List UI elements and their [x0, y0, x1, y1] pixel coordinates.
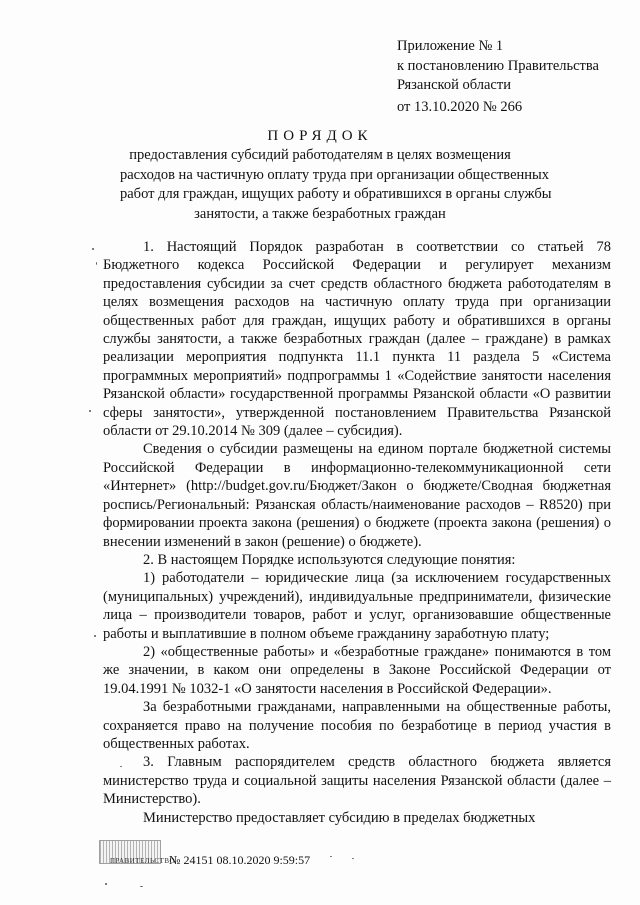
paragraph: 1. Настоящий Порядок разработан в соответствии со статьей 78 Бюджетного кодекса Российской Федерации и регулирует механизм предоставления субсидии за счет средств областного бюджета работодателям в целях возмещения расходов на частичную оплату труда при организации общественных работ для граждан, ищущих работу и обратившихся в органы службы занятости, а также безработных граждан (далее – граждане) в рамках реализации мероприятия подпункта 11.1 пункта 11 раздела 5 «Система программных мероприятий» подпрограммы 1 «Содействие занятости населения Рязанской области» государственной программы Рязанской области «О развитии сферы занятости», утвержденной постановлением Правительства Рязанской области от 29.10.2014 № 309 (далее – субсидия). — [103, 239, 611, 440]
scan-speck — [89, 410, 91, 412]
subtitle-line: работ для граждан, ищущих работу и обратившихся в органы службы — [120, 186, 552, 202]
scan-speck — [140, 886, 143, 887]
paragraph: 2) «общественные работы» и «безработные граждане» понимаются в том же значении, в каком они определены в Законе Российской Федерации от 19.04.1991 № 1032-1 «О занятости населения в Российской Федерации». — [103, 643, 611, 697]
document-subtitle — [120, 146, 552, 224]
scan-speck — [105, 883, 107, 885]
subtitle-line: занятости, а также безработных граждан — [194, 205, 446, 222]
scan-speck — [330, 856, 332, 857]
paragraph: 2. В настоящем Порядке используются следующие понятия: — [143, 551, 516, 568]
subtitle-line: предоставления субсидий работодателям в целях возмещения — [129, 147, 511, 163]
paragraph: Сведения о субсидии размещены на едином портале бюджетной системы Российской Федерации в информационно-телекоммуникационной сети «Интернет» (http://budget.gov.ru/Бюджет/Закон о бюджете/Сводная бюджетная роспись/Региональный: Рязанская область/наименование расходов – R8520) при формировании проекта закона (решения) о бюджете (проекта закона (решения) о внесении изменений в закон (решение) о бюджете). — [103, 441, 611, 550]
appendix-decree: к постановлению Правительства — [397, 57, 599, 74]
appendix-number: Приложение № 1 — [397, 38, 504, 54]
appendix-date: от 13.10.2020 № 266 — [397, 98, 523, 115]
appendix-header — [397, 37, 627, 117]
paragraph: За безработными гражданами, направленными на общественные работы, сохраняется право на получение пособия по безработице в период участия в общественных работах. — [103, 699, 611, 752]
paragraph: 3. Главным распорядителем средств областного бюджета является министерство труда и социальной защиты населения Рязанской области (далее – Министерство). — [103, 754, 611, 808]
scan-speck — [120, 766, 122, 767]
scan-speck — [94, 635, 96, 637]
scan-speck — [96, 262, 97, 265]
document-title: ПОРЯДОК — [267, 128, 373, 144]
stamp-label: ПРАВИТЕЛЬСТВО — [110, 857, 176, 865]
scan-speck — [92, 248, 94, 250]
appendix-region: Рязанской области — [397, 77, 511, 93]
paragraph: 1) работодатели – юридические лица (за исключением государственных (муниципальных) учреждений), индивидуальные предприниматели, физические лица – производители товаров, работ и услуг, организовавшие общественные работы и выплатившие в полном объеме гражданину заработную плату; — [103, 570, 611, 642]
paragraph: Министерство предоставляет субсидию в пределах бюджетных — [143, 809, 536, 826]
document-body — [103, 238, 611, 827]
registration-mark: № 24151 08.10.2020 9:59:57 — [169, 853, 311, 867]
scan-speck — [352, 858, 354, 859]
subtitle-line: расходов на частичную оплату труда при организации общественных — [120, 166, 550, 183]
